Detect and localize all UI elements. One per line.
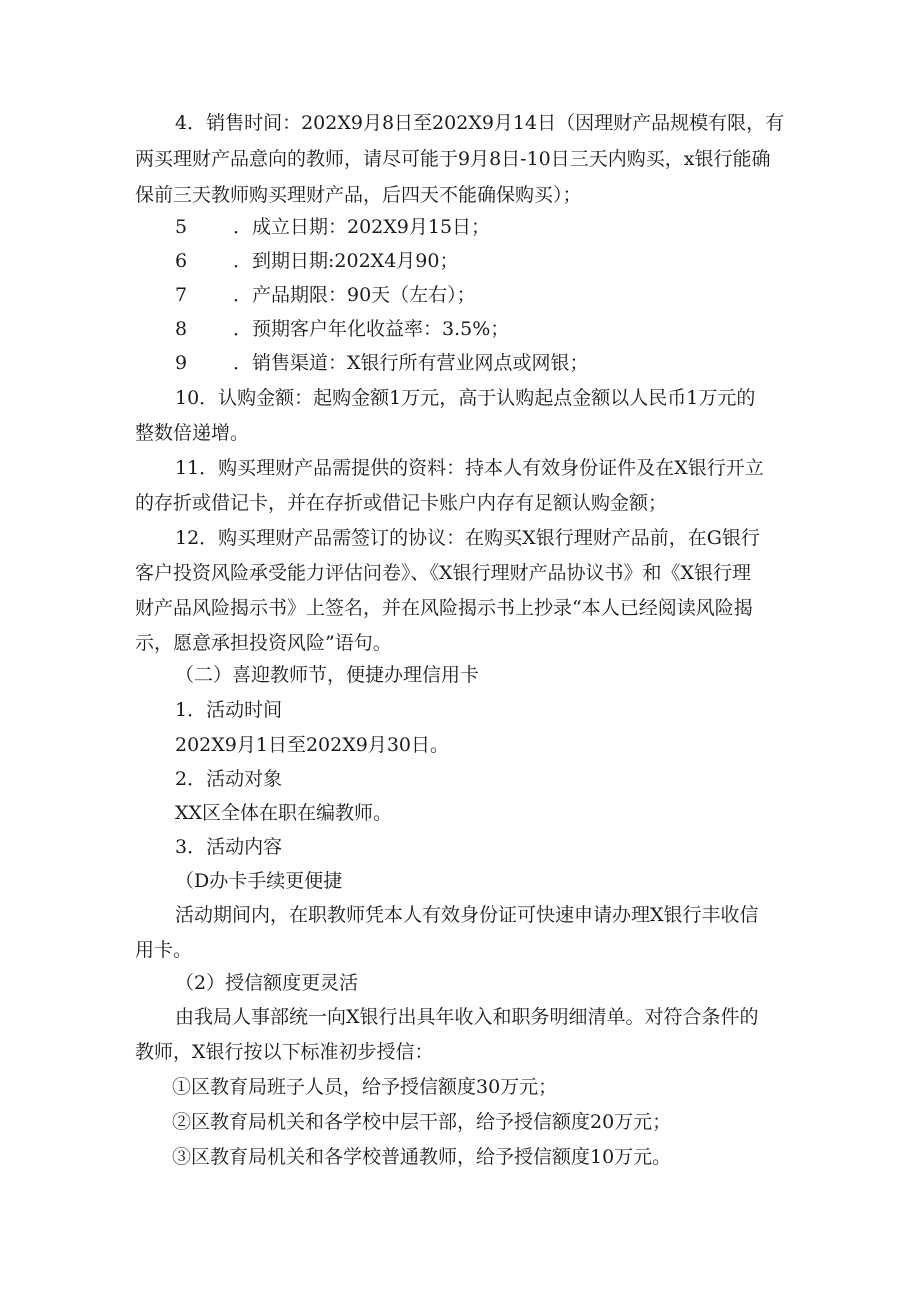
item-5-text: ．成立日期：202X9月15日； — [233, 216, 491, 238]
subsection-2-line-1: 由我局人事部统一向X银行出具年收入和职务明细清单。对符合条件的 — [175, 1006, 759, 1028]
activity-time-text: 202X9月1日至202X9月30日。 — [175, 734, 450, 756]
credit-tier-3: ③区教育局机关和各学校普通教师，给予授信额度10万元。 — [172, 1146, 672, 1168]
item-11-line-1: 11．购买理财产品需提供的资料：持本人有效身份证件及在X银行开立 — [175, 457, 764, 479]
activity-target-heading: 2．活动对象 — [175, 768, 283, 790]
item-9 — [175, 348, 589, 378]
item-11-line-2: 的存折或借记卡，并在存折或借记卡账户内存有足额认购金额； — [135, 492, 668, 514]
item-9-text: ．销售渠道：X银行所有营业网点或网银； — [233, 352, 589, 374]
item-9-number: 9 — [175, 352, 188, 374]
item-12-line-3: 财产品风险揭示书》上签名，并在风险揭示书上抄录“本人已经阅读风险揭 — [135, 597, 753, 619]
item-8-number: 8 — [175, 318, 188, 340]
activity-content-heading: 3．活动内容 — [175, 836, 283, 858]
item-7 — [175, 280, 476, 310]
item-5 — [175, 212, 490, 242]
item-7-text: ．产品期限：90天（左右）； — [233, 284, 476, 306]
item-7-number: 7 — [175, 284, 188, 306]
activity-target-text: XX区全体在职在编教师。 — [175, 802, 393, 824]
item-12-line-2: 客户投资风险承受能力评估问卷》、《X银行理财产品协议书》和《X银行理 — [135, 562, 752, 584]
activity-time-heading: 1．活动时间 — [175, 699, 283, 721]
item-4-line-3: 保前三天教师购买理财产品，后四天不能确保购买）； — [135, 184, 582, 206]
item-6 — [175, 246, 458, 276]
item-8 — [175, 314, 509, 344]
subsection-2-title: （2）授信额度更灵活 — [175, 972, 359, 994]
subsection-1-line-1: 活动期间内，在职教师凭本人有效身份证可快速申请办理X银行丰收信 — [175, 904, 759, 926]
subsection-1-title: （D办卡手续更便捷 — [175, 870, 343, 892]
item-10-line-1: 10．认购金额：起购金额1万元，高于认购起点金额以人民币1万元的 — [175, 387, 756, 409]
credit-tier-1: ①区教育局班子人员，给予授信额度30万元； — [172, 1076, 558, 1098]
item-12-line-1: 12．购买理财产品需签订的协议：在购买X银行理财产品前，在G银行 — [175, 527, 760, 549]
item-12-line-4: 示，愿意承担投资风险”语句。 — [135, 632, 392, 654]
subsection-2-line-2: 教师，X银行按以下标准初步授信： — [135, 1041, 434, 1063]
item-4-line-2: 两买理财产品意向的教师，请尽可能于9月8日-10日三天内购买，x银行能确 — [135, 148, 771, 170]
item-10-line-2: 整数倍递增。 — [135, 422, 250, 444]
section-2-title: （二）喜迎教师节，便捷办理信用卡 — [175, 664, 480, 686]
item-6-text: ．到期日期:202X4月90； — [233, 250, 459, 272]
item-5-number: 5 — [175, 216, 188, 238]
credit-tier-2: ②区教育局机关和各学校中层干部，给予授信额度20万元； — [172, 1111, 672, 1133]
subsection-1-line-2: 用卡。 — [135, 939, 193, 961]
item-6-number: 6 — [175, 250, 188, 272]
item-4-line-1: 4．销售时间：202X9月8日至202X9月14日（因理财产品规模有限，有 — [175, 112, 785, 134]
item-8-text: ．预期客户年化收益率：3.5%； — [233, 318, 510, 340]
